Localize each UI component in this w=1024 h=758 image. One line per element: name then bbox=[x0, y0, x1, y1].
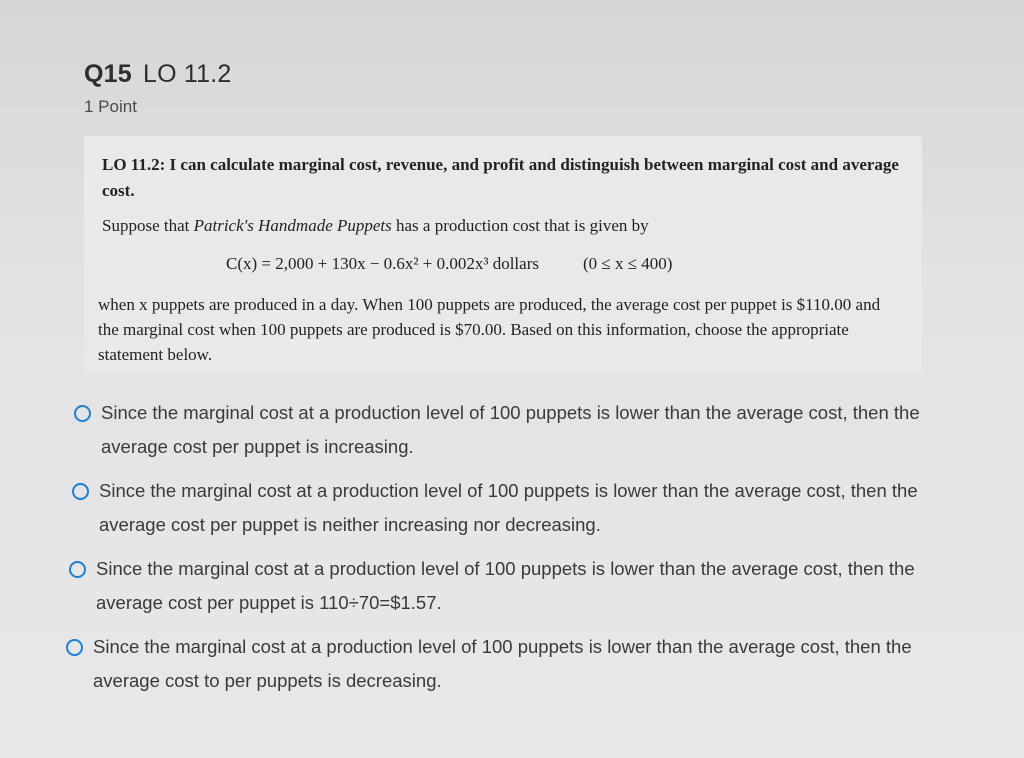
radio-button-icon[interactable] bbox=[69, 561, 86, 578]
answer-option-text: Since the marginal cost at a production level of 100 puppets is lower than the average cost, then the average cost per puppet is increasing. bbox=[101, 402, 920, 457]
prompt-intro bbox=[102, 216, 649, 236]
question-title bbox=[84, 60, 232, 89]
cost-function: C(x) = 2,000 + 130x − 0.6x² + 0.002x³ dollars bbox=[226, 254, 539, 273]
intro-text-after: has a production cost that is given by bbox=[391, 216, 649, 235]
radio-button-icon[interactable] bbox=[74, 405, 91, 422]
learning-objective-statement: LO 11.2: I can calculate marginal cost, revenue, and profit and distinguish between marginal cost and average cost. bbox=[102, 155, 899, 200]
radio-button-icon[interactable] bbox=[72, 483, 89, 500]
answer-option-4[interactable] bbox=[66, 636, 953, 698]
question-header bbox=[84, 60, 232, 117]
prompt-body: when x puppets are produced in a day. When 100 puppets are produced, the average cost per puppet is $110.00 and the marginal cost when 100 puppets are produced is $70.00. Based on this information, choose the appropriate statement below. bbox=[98, 295, 881, 364]
answer-option-text: Since the marginal cost at a production level of 100 puppets is lower than the average cost, then the average cost per puppet is neither increasing nor decreasing. bbox=[99, 480, 918, 535]
answer-option-text: Since the marginal cost at a production level of 100 puppets is lower than the average cost, then the average cost per puppet is 110÷70=$1.57. bbox=[96, 558, 915, 613]
company-name: Patrick's Handmade Puppets bbox=[193, 216, 392, 235]
question-points: 1 Point bbox=[84, 97, 137, 116]
intro-text-before: Suppose that bbox=[102, 216, 194, 235]
radio-button-icon[interactable] bbox=[66, 639, 83, 656]
answer-option-1[interactable] bbox=[74, 402, 961, 464]
question-prompt bbox=[84, 136, 922, 374]
answer-option-2[interactable] bbox=[72, 480, 959, 542]
answer-option-text: Since the marginal cost at a production level of 100 puppets is lower than the average cost, then the average cost to per puppets is decreasing. bbox=[93, 636, 912, 691]
question-lo-tag: LO 11.2 bbox=[143, 60, 232, 88]
answer-option-3[interactable] bbox=[69, 558, 956, 620]
question-number: Q15 bbox=[84, 60, 132, 88]
formula-domain: (0 ≤ x ≤ 400) bbox=[582, 254, 673, 273]
cost-formula bbox=[226, 254, 672, 274]
